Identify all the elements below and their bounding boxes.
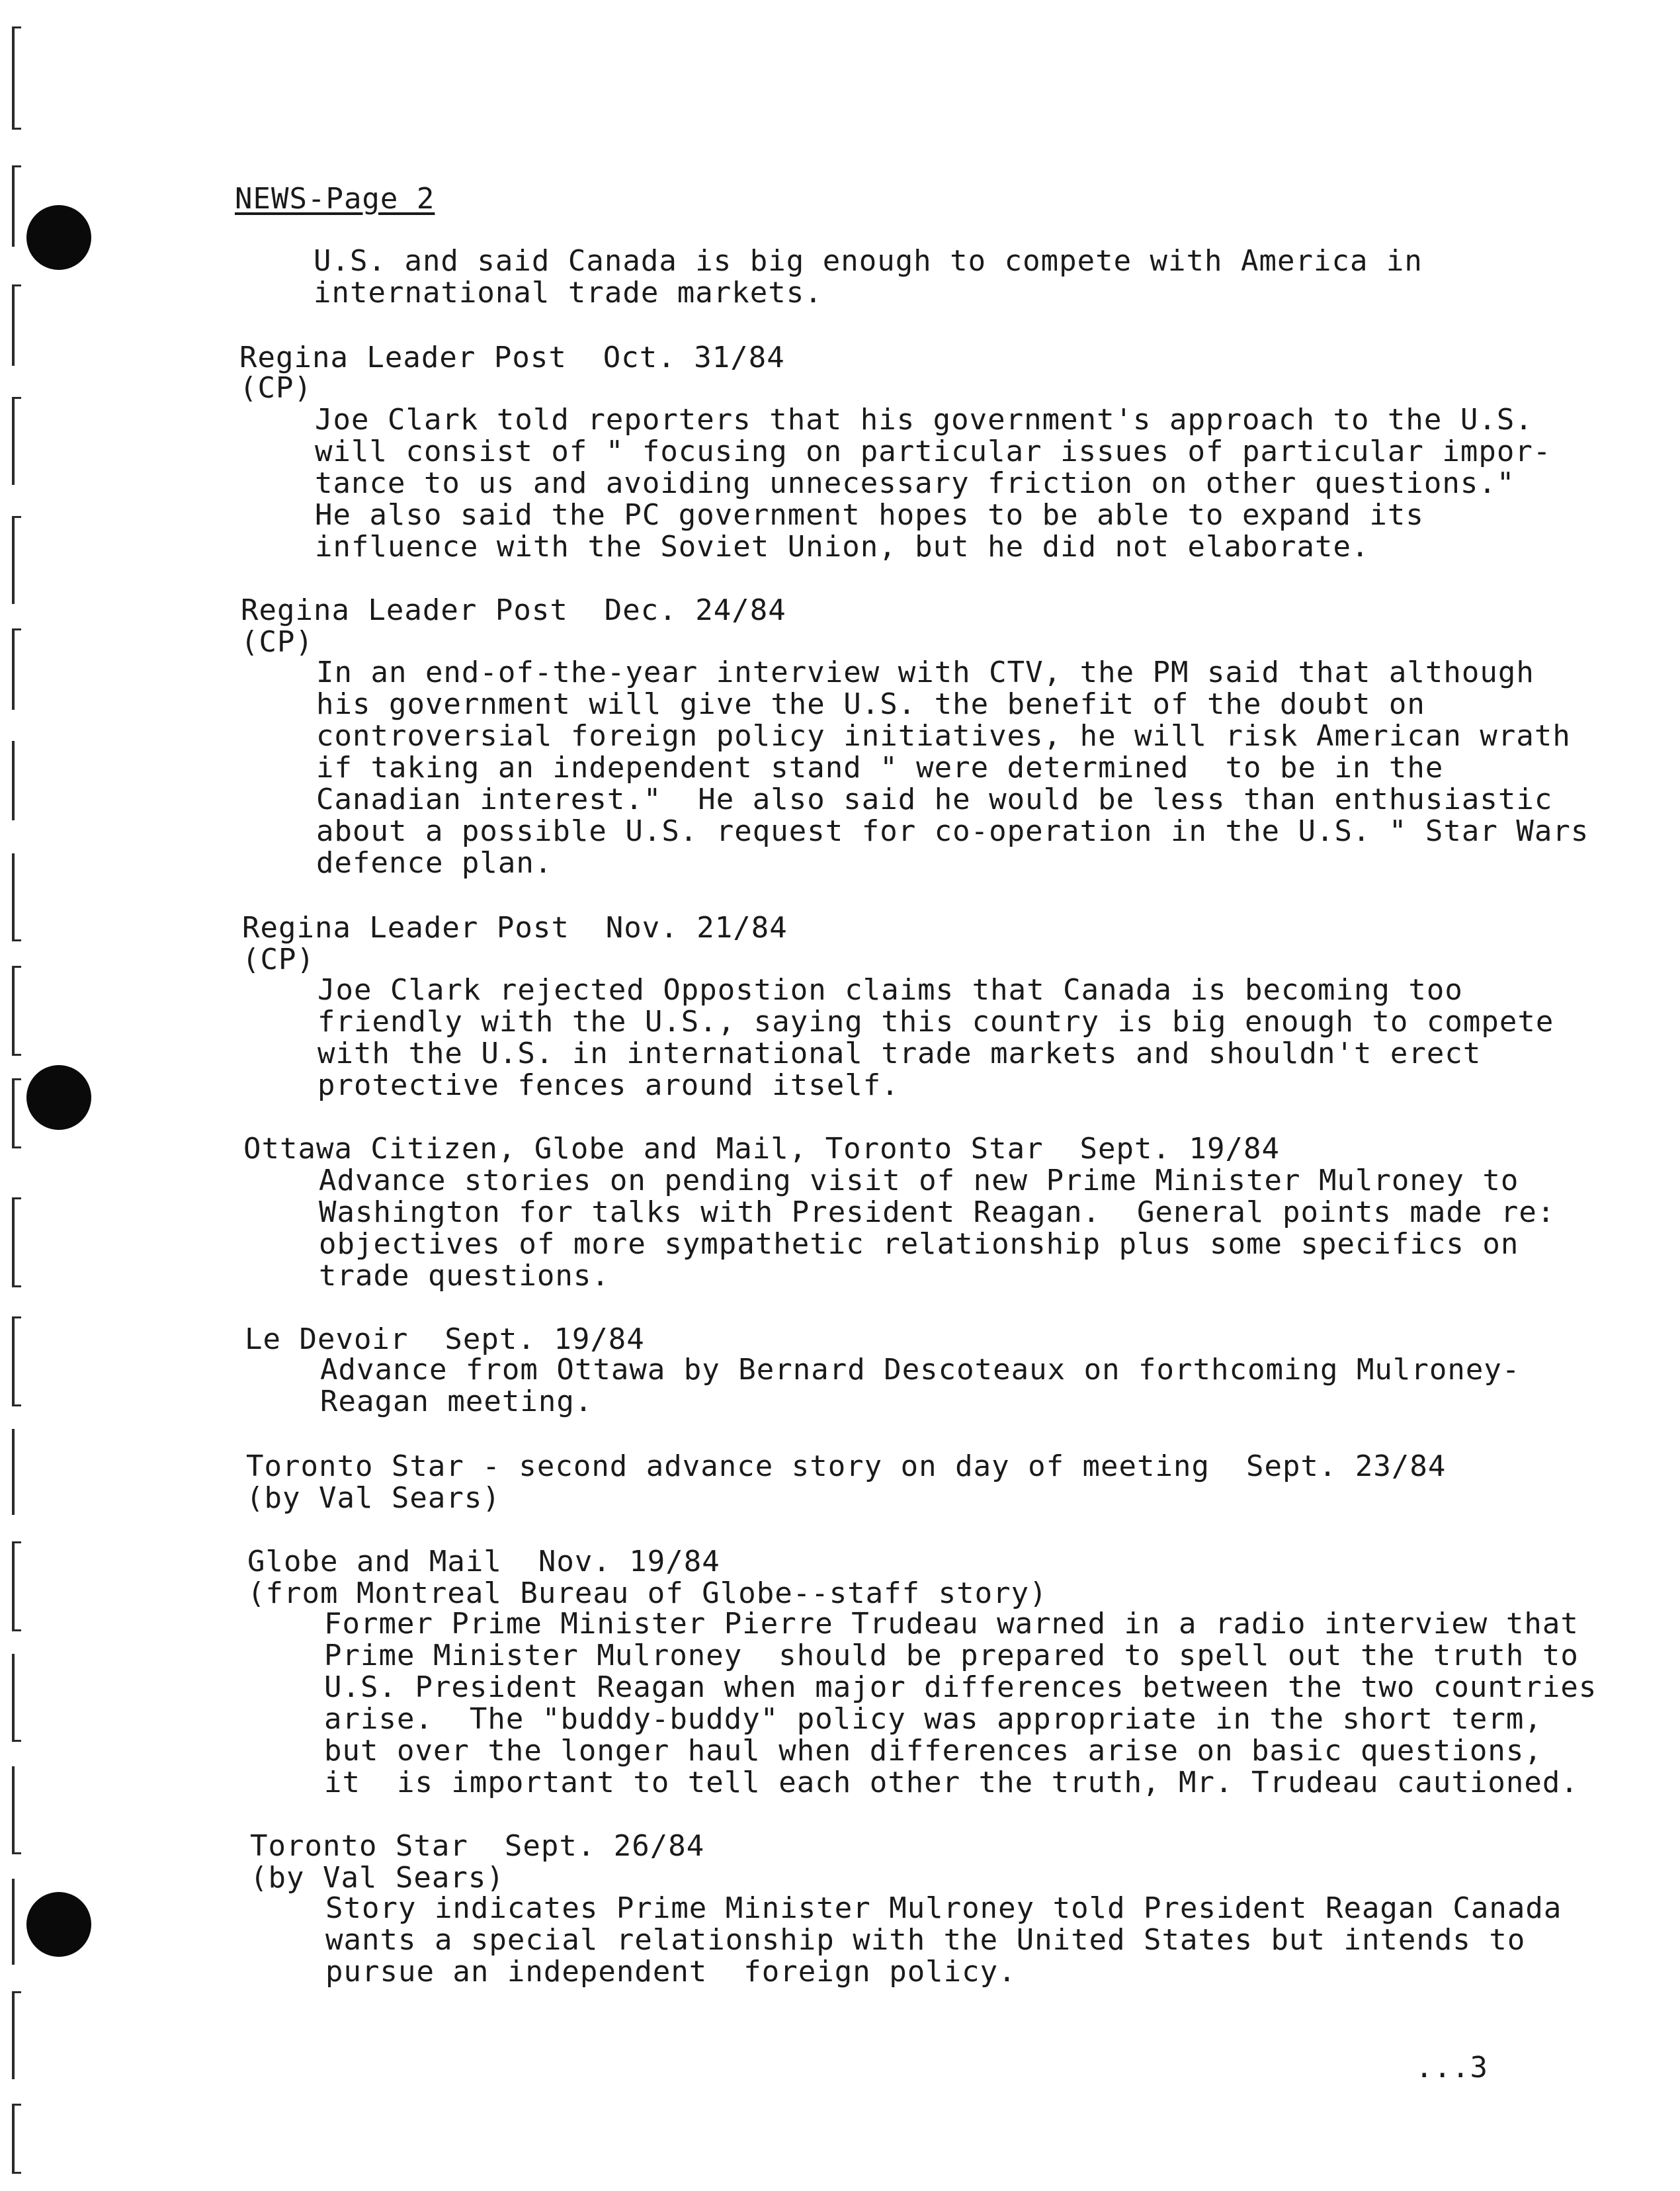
- binder-mark: [12, 966, 21, 1056]
- entry-body-line: if taking an independent stand " were determined to be in the: [316, 751, 1444, 785]
- entry-body-line: influence with the Soviet Union, but he did not elaborate.: [315, 530, 1370, 564]
- entry-byline: (CP): [239, 371, 312, 405]
- binder-mark: [12, 26, 21, 130]
- binder-mark: [12, 165, 21, 247]
- entry-body-line: it is important to tell each other the truth, Mr. Trudeau cautioned.: [324, 1766, 1579, 1799]
- entry-byline: (from Montreal Bureau of Globe--staff story): [247, 1576, 1048, 1610]
- binder-mark: [12, 853, 21, 941]
- entry-source: Regina Leader Post Oct. 31/84: [239, 341, 785, 374]
- entry-body-line: wants a special relationship with the United States but intends to: [325, 1923, 1526, 1957]
- entry-byline: (by Val Sears): [250, 1861, 505, 1895]
- binder-mark: [12, 1316, 21, 1406]
- entry-body-line: Canadian interest." He also said he would be less than enthusiastic: [316, 783, 1553, 816]
- binder-mark: [12, 397, 21, 485]
- entry-byline: (CP): [241, 625, 314, 659]
- entry-body-line: trade questions.: [319, 1259, 610, 1293]
- binder-mark: [12, 1991, 21, 2079]
- carryover-line: international trade markets.: [314, 276, 823, 310]
- binder-mark: [12, 284, 21, 366]
- entry-source: Ottawa Citizen, Globe and Mail, Toronto Star Sept. 19/84: [243, 1132, 1280, 1166]
- entry-body-line: Story indicates Prime Minister Mulroney told President Reagan Canada: [325, 1891, 1562, 1925]
- entry-body-line: arise. The "buddy-buddy" policy was appropriate in the short term,: [324, 1702, 1542, 1736]
- punch-hole: [26, 205, 91, 270]
- binder-mark: [12, 741, 21, 820]
- binder-mark: [12, 516, 21, 604]
- binder-mark: [12, 1429, 21, 1515]
- entry-body-line: tance to us and avoiding unnecessary friction on other questions.": [315, 466, 1515, 500]
- entry-body-line: friendly with the U.S., saying this country is big enough to compete: [317, 1005, 1554, 1039]
- binder-mark: [12, 1541, 21, 1631]
- punch-hole: [26, 1065, 91, 1130]
- carryover-line: U.S. and said Canada is big enough to compete with America in: [314, 244, 1423, 278]
- entry-source: Le Devoir Sept. 19/84: [245, 1322, 645, 1356]
- entry-body-line: his government will give the U.S. the benefit of the doubt on: [316, 687, 1425, 721]
- entry-source: Regina Leader Post Nov. 21/84: [242, 911, 788, 945]
- entry-body-line: pursue an independent foreign policy.: [325, 1955, 1017, 1989]
- entry-body-line: Joe Clark told reporters that his government's approach to the U.S.: [315, 403, 1533, 437]
- entry-body-line: protective fences around itself.: [317, 1068, 900, 1102]
- entry-body-line: In an end-of-the-year interview with CTV, the PM said that although: [316, 656, 1534, 689]
- entry-body-line: He also said the PC government hopes to be able to expand its: [315, 498, 1424, 532]
- binder-mark: [12, 628, 21, 710]
- entry-source: Regina Leader Post Dec. 24/84: [241, 593, 786, 627]
- entry-source: Toronto Star Sept. 26/84: [250, 1829, 705, 1863]
- binder-mark: [12, 1197, 21, 1287]
- entry-body-line: Advance from Ottawa by Bernard Descoteaux on forthcoming Mulroney-: [320, 1353, 1521, 1387]
- entry-body-line: Advance stories on pending visit of new Prime Minister Mulroney to: [319, 1164, 1519, 1197]
- entry-body-line: defence plan.: [316, 846, 553, 880]
- binder-mark: [12, 1879, 21, 1965]
- entry-byline: (by Val Sears): [246, 1481, 501, 1515]
- page-title: NEWS-Page 2: [235, 182, 435, 216]
- entry-body-line: Washington for talks with President Reagan. General points made re:: [319, 1195, 1556, 1229]
- entry-body-line: Reagan meeting.: [320, 1385, 593, 1418]
- entry-body-line: controversial foreign policy initiatives, he will risk American wrath: [316, 719, 1571, 753]
- entry-source: Toronto Star - second advance story on day of meeting Sept. 23/84: [246, 1449, 1447, 1483]
- entry-body-line: about a possible U.S. request for co-operation in the U.S. " Star Wars: [316, 814, 1589, 848]
- binder-mark: [12, 1078, 21, 1148]
- entry-byline: (CP): [242, 943, 315, 976]
- binder-mark: [12, 1766, 21, 1854]
- binder-mark: [12, 1654, 21, 1742]
- entry-body-line: with the U.S. in international trade markets and shouldn't erect: [317, 1037, 1482, 1070]
- entry-body-line: Joe Clark rejected Oppostion claims that Canada is becoming too: [317, 973, 1463, 1007]
- entry-body-line: will consist of " focusing on particular issues of particular impor-: [315, 435, 1552, 468]
- entry-body-line: Former Prime Minister Pierre Trudeau warned in a radio interview that: [324, 1607, 1579, 1641]
- entry-body-line: U.S. President Reagan when major differences between the two countries: [324, 1670, 1597, 1704]
- binder-mark: [12, 2104, 21, 2174]
- page-continuation: ...3: [1415, 2051, 1488, 2084]
- entry-source: Globe and Mail Nov. 19/84: [247, 1545, 720, 1578]
- entry-body-line: Prime Minister Mulroney should be prepared to spell out the truth to: [324, 1639, 1579, 1672]
- entry-body-line: but over the longer haul when differences arise on basic questions,: [324, 1734, 1542, 1768]
- punch-hole: [26, 1892, 91, 1957]
- entry-body-line: objectives of more sympathetic relationship plus some specifics on: [319, 1227, 1519, 1261]
